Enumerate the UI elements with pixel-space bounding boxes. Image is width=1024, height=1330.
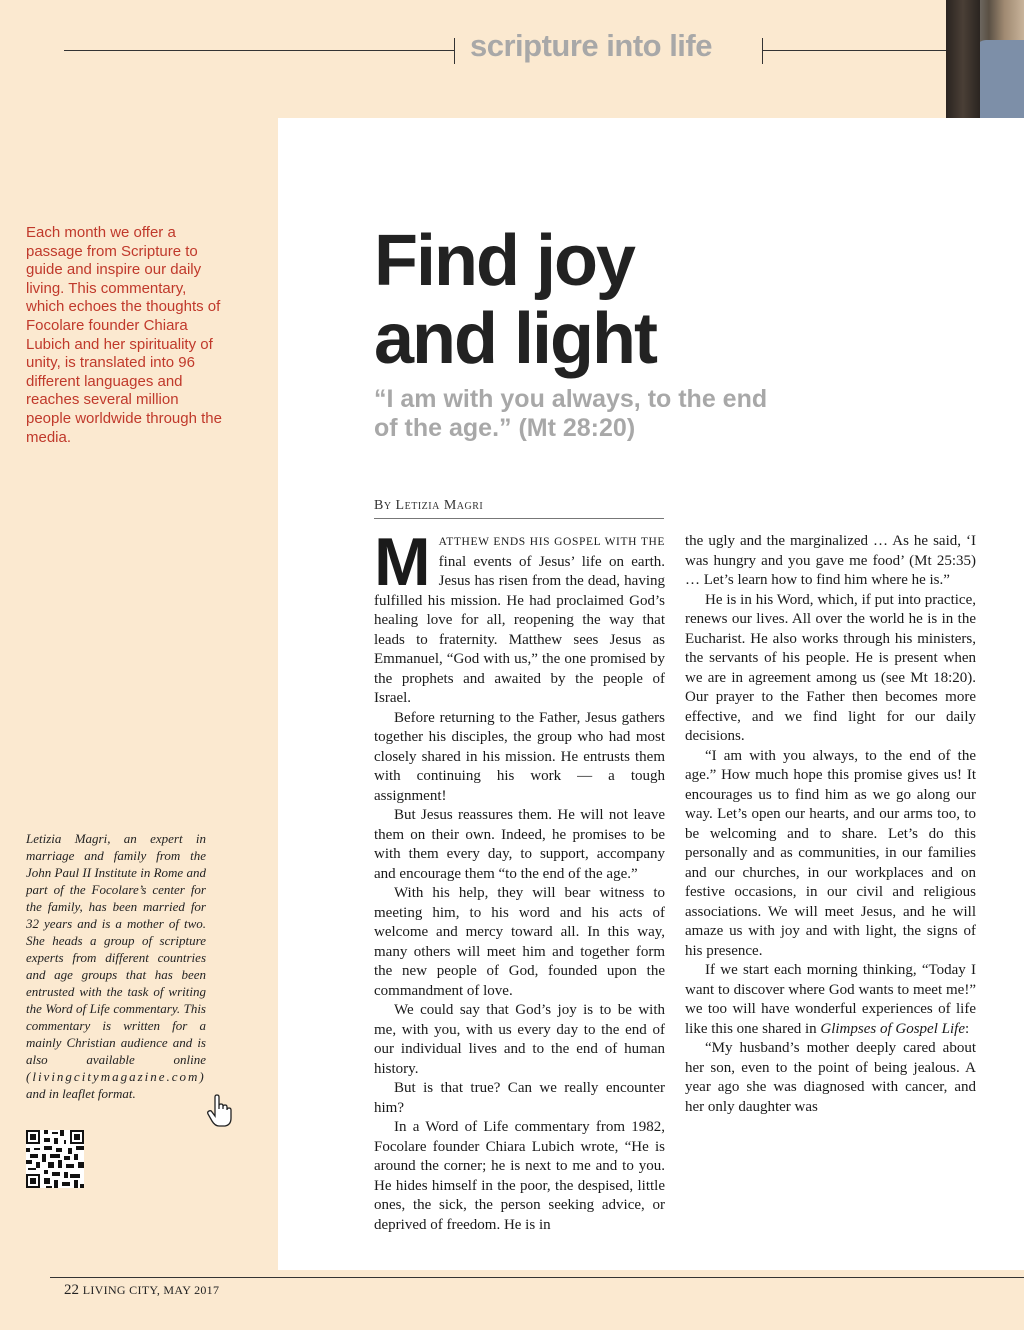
lead-caps: ATTHEW ENDS HIS GOSPEL WITH THE (438, 536, 665, 548)
page-number: 22 (64, 1282, 79, 1298)
body-paragraph: Before returning to the Father, Jesus gathers together his disciples, the group who had most closely shared in his mission. He entrusts them with continuing his work — a tough assignment! (374, 709, 665, 804)
book-title: Glimpses of Gospel Life (820, 1020, 965, 1037)
intro-text: Each month we offer a passage from Scripture to guide and inspire our daily living. This commentary, which echoes the thoughts of Focolare founder Chiara Lubich and her spirituality of unity, is translated into 96 different languages and reaches several million people worldwide through the media. (26, 224, 222, 446)
body-paragraph: With his help, they will bear witness to meeting him, to his word and his acts of welcome and mercy toward all. In this way, many others will meet him and together form the new people of God, founded upon the commandment of love. (374, 885, 665, 999)
headline-line1: Find joy (374, 221, 634, 301)
body-paragraph: He is in his Word, which, if put into practice, renews our lives. All over the world he is in the Eucharist. He also works through his ministers, the servants of his people. He is present when we are in agreement among us (see Mt 18:20). Our prayer to the Father then becomes more effective, and we find light for our daily decisions. (685, 591, 976, 744)
body-paragraph: “I am with you always, to the end of the age.” How much hope this promise gives us! It encourages us to find him as we go along our way. Let’s open our hearts, and our arms too, to be welcoming and to share. Let’s do this personally and as communities, in our families and our churches, in our workplaces and on festive occasions, in our civil and religious associations. We will meet Jesus, and he will amaze us with joy and with light, the signs of his presence. (685, 747, 976, 959)
article-column-1 (374, 524, 665, 1235)
drop-cap: M (374, 524, 431, 600)
body-paragraph: In a Word of Life commentary from 1982, Focolare founder Chiara Lubich wrote, “He is around the corner; he is next to me and to you. He hides himself in the poor, the despised, little ones, the sick, the person seeking advice, or deprived of freedom. He is in (374, 1119, 665, 1233)
header-tick-left (454, 38, 455, 64)
bio-link[interactable]: (livingcitymagazine.com) (26, 1069, 206, 1084)
book-title-colon: : (964, 1020, 970, 1037)
body-paragraph: “My husband’s mother deeply cared about her son, even to the point of being jealous. A year ago she was diagnosed with cancer, and her only daughter was (685, 1040, 976, 1115)
header-rule-right (762, 50, 948, 51)
magazine-issue: LIVING CITY, MAY 2017 (82, 1283, 220, 1297)
footer-rule (50, 1277, 1024, 1278)
headline-line2: and light (374, 299, 656, 379)
body-paragraph: But Jesus reassures them. He will not leave them on their own. Indeed, he promises to be with them every day, to support, accompany and encourage them “to the end of the age.” (374, 807, 665, 882)
author-bio (26, 830, 206, 1102)
headline (374, 222, 656, 378)
pointing-hand-icon (206, 1094, 232, 1128)
body-continuation: the ugly and the marginalized … As he said, ‘I was hungry and you gave me food’ (Mt 25:35) … Let’s learn how to find him where he is.” (685, 533, 976, 588)
byline: By Letizia Magri (374, 498, 664, 519)
scripture-quote: “I am with you always, to the end of the age.” (Mt 28:20) (374, 385, 768, 442)
lead-paragraph (374, 524, 665, 709)
folio (64, 1282, 219, 1299)
lead-rest: final events of Jesus’ life on earth. Jesus has risen from the dead, having fulfilled his mission. He had proclaimed God’s healing love for all, reopening the way that leads to fraternity. Matthew sees Jesus as Emmanuel, “God with us,” the one promised by the prophets and awaited by the people of Israel. (374, 553, 665, 706)
body-paragraph: We could say that God’s joy is to be with me, with you, with us every day to the end of our individual lives and to the end of human history. (374, 1002, 665, 1077)
bio-text: Letizia Magri, an expert in marriage and family from the John Paul II Institute in Rome and part of the Focolare’s center for the family, has been married for 32 years and is a mother of two. She heads a group of scripture experts from different countries and age groups that has been entrusted with the task of writing the Word of Life commentary. This commentary is written for a mainly Christian audience and is also available online (26, 831, 206, 1067)
article-column-2 (685, 532, 976, 1117)
body-paragraph-text: If we start each morning thinking, “Today I want to discover where God wants to meet me!” we too will have wonderful experiences of life like this one shared in (685, 962, 976, 1037)
body-paragraph: But is that true? Can we really encounter him? (374, 1080, 665, 1116)
body-paragraph (685, 961, 976, 1039)
header-tick-right (762, 38, 763, 64)
section-title: scripture into life (470, 28, 712, 63)
qr-code-icon[interactable] (26, 1130, 84, 1188)
bio-after-link: and in leaflet format. (26, 1086, 136, 1101)
header-rule-left (64, 50, 454, 51)
